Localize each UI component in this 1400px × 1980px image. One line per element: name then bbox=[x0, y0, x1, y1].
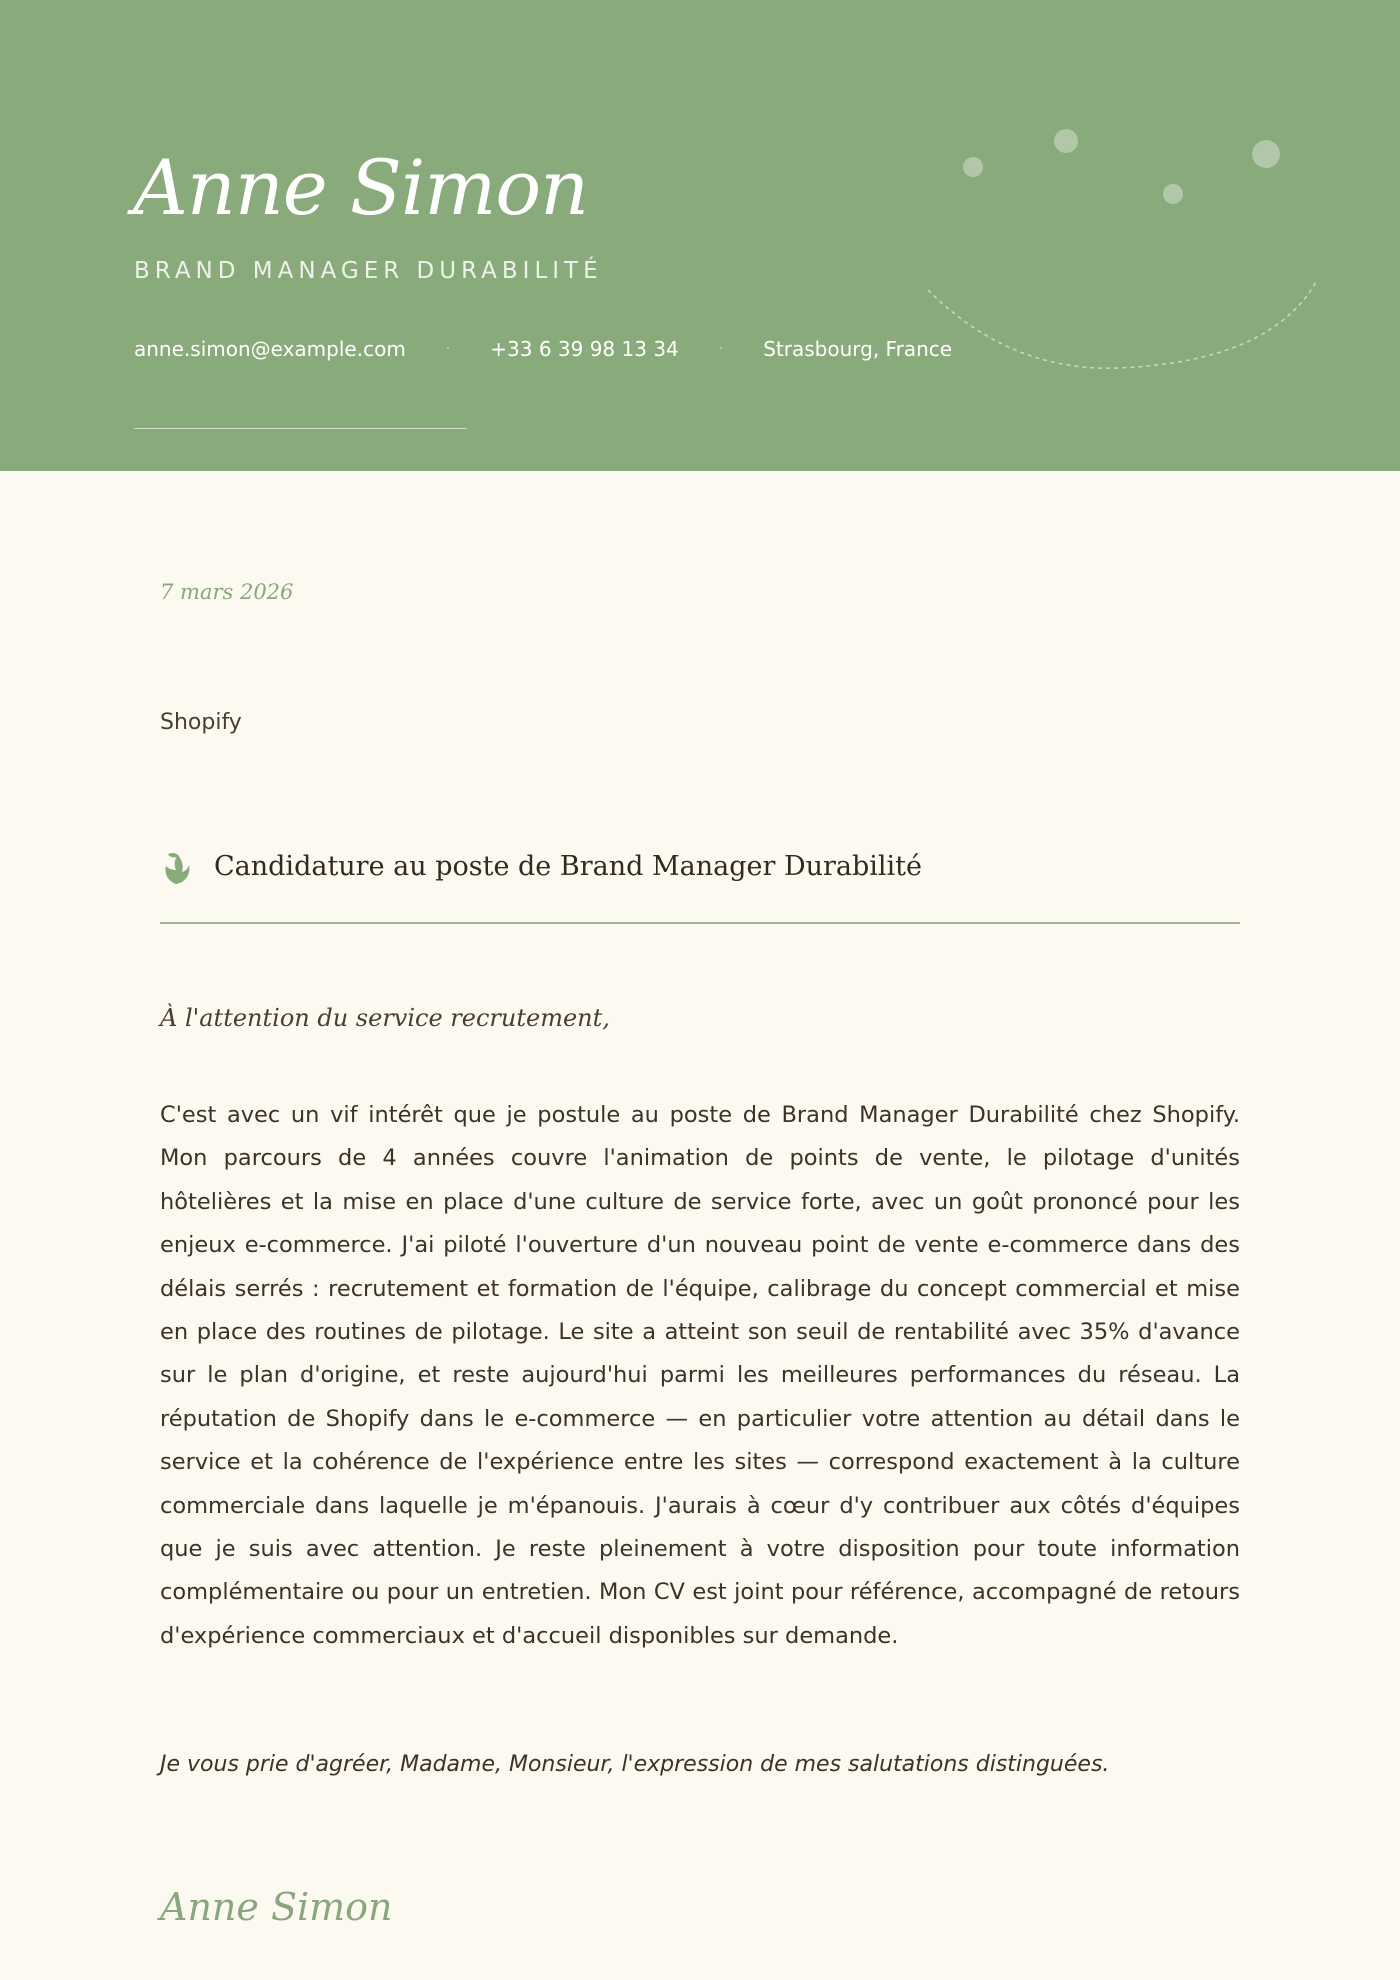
leaf-icon bbox=[160, 846, 192, 886]
contact-separator: · bbox=[445, 341, 451, 357]
contact-phone[interactable]: +33 6 39 98 13 34 bbox=[490, 337, 679, 361]
contact-separator: · bbox=[718, 341, 724, 357]
header-divider bbox=[134, 428, 467, 429]
signature: Anne Simon bbox=[160, 1885, 393, 1929]
recipient-company: Shopify bbox=[160, 710, 242, 735]
job-title: BRAND MANAGER DURABILITÉ bbox=[134, 258, 603, 284]
subject-line bbox=[160, 846, 922, 886]
closing-formula: Je vous prie d'agréer, Madame, Monsieur, l'expression de mes salutations distinguées. bbox=[160, 1752, 1110, 1777]
decorative-dot bbox=[1054, 129, 1078, 153]
decorative-dot bbox=[963, 157, 983, 177]
contact-location: Strasbourg, France bbox=[763, 337, 953, 361]
contact-email[interactable]: anne.simon@example.com bbox=[134, 337, 406, 361]
subject-divider bbox=[160, 922, 1240, 924]
decorative-dot bbox=[1252, 140, 1280, 168]
letter-date: 7 mars 2026 bbox=[160, 580, 294, 604]
subject-title: Candidature au poste de Brand Manager Durabilité bbox=[214, 850, 923, 882]
contact-info bbox=[134, 337, 952, 361]
salutation: À l'attention du service recrutement, bbox=[160, 1004, 610, 1032]
letter-header bbox=[0, 0, 1400, 471]
decorative-dot bbox=[1163, 184, 1183, 204]
applicant-name: Anne Simon bbox=[133, 143, 589, 232]
letter-body: C'est avec un vif intérêt que je postule au poste de Brand Manager Durabilité chez Shopify. Mon parcours de 4 années couvre l'animation de points de vente, le pilotage d'unités hôtelières et la mise en place d'une culture de service forte, avec un goût prononcé pour les enjeux e-commerce. J'ai piloté l'ouverture d'un nouveau point de vente e-commerce dans des délais serrés : recrutement et formation de l'équipe, calibrage du concept commercial et mise en place des routines de pilotage. Le site a atteint son seuil de rentabilité avec 35% d'avance sur le plan d'origine, et reste aujourd'hui parmi les meilleures performances du réseau. La réputation de Shopify dans le e-commerce — en particulier votre attention au détail dans le service et la cohérence de l'expérience entre les sites — correspond exactement à la culture commerciale dans laquelle je m'épanouis. J'aurais à cœur d'y contribuer aux côtés d'équipes que je suis avec attention. Je reste pleinement à votre disposition pour toute information complémentaire ou pour un entretien. Mon CV est joint pour référence, accompagné de retours d'expérience commerciaux et d'accueil disponibles sur demande. bbox=[160, 1102, 1240, 1649]
decorative-arc bbox=[928, 282, 1316, 368]
